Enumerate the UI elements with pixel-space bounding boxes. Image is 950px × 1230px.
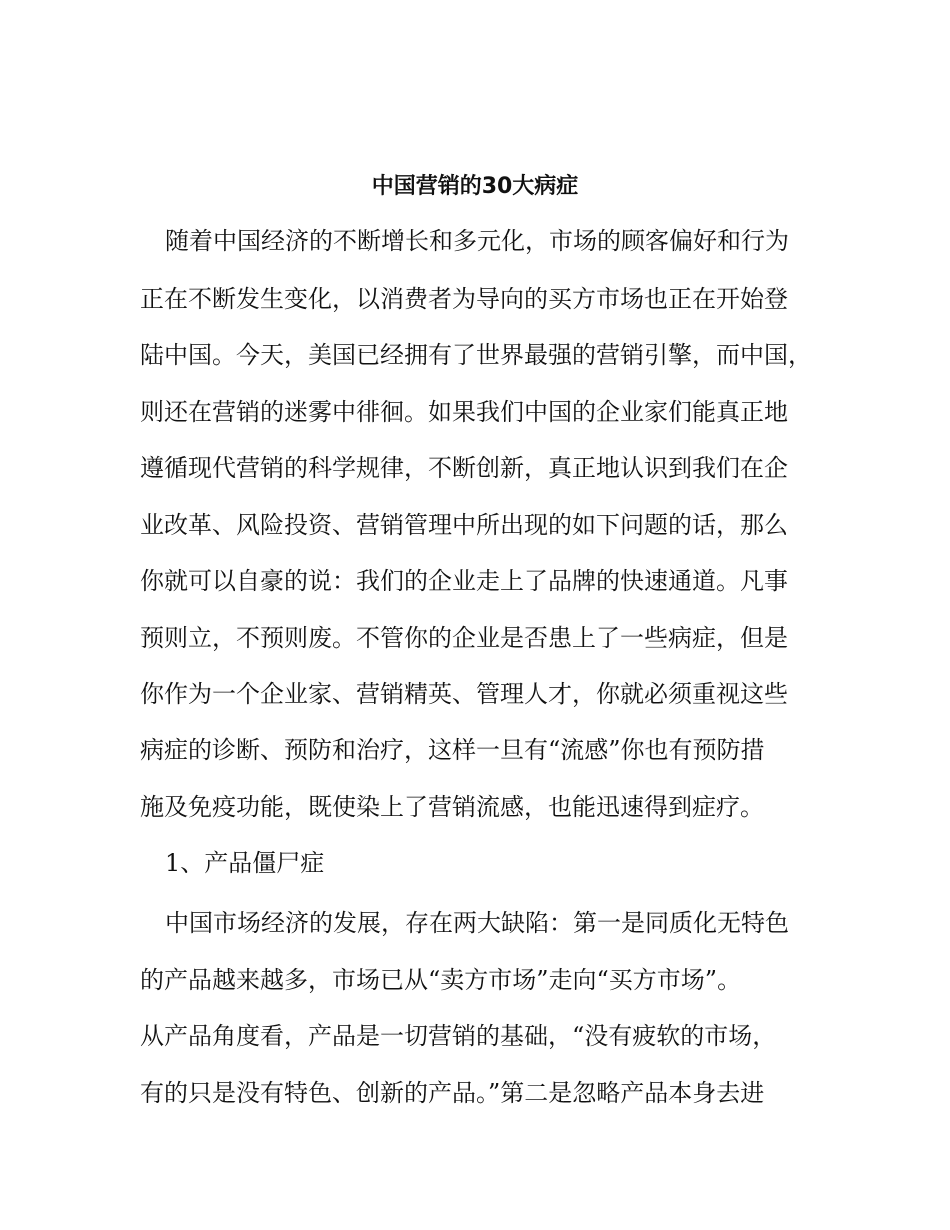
paragraph-line: 你作为一个企业家、营销精英、管理人才，你就必须重视这些 bbox=[140, 680, 788, 708]
paragraph-line: 有的只是没有特色、创新的产品。”第二是忽略产品本身去进 bbox=[140, 1079, 765, 1107]
paragraph-line: 陆中国。今天，美国已经拥有了世界最强的营销引擎，而中国， bbox=[140, 341, 812, 369]
paragraph-line: 业改革、风险投资、营销管理中所出现的如下问题的话，那么 bbox=[140, 511, 788, 539]
paragraph-line: 预则立，不预则废。不管你的企业是否患上了一些病症，但是 bbox=[140, 624, 788, 652]
paragraph-line: 施及免疫功能，既使染上了营销流感，也能迅速得到症疗。 bbox=[140, 793, 764, 821]
paragraph-line: 从产品角度看，产品是一切营销的基础，“没有疲软的市场， bbox=[140, 1022, 777, 1050]
section-heading: 1、产品僵尸症 bbox=[165, 849, 325, 877]
document-title: 中国营销的30大病症 bbox=[371, 174, 579, 199]
paragraph-line: 病症的诊断、预防和治疗，这样一旦有“流感”你也有预防措 bbox=[140, 736, 765, 764]
paragraph-line: 你就可以自豪的说：我们的企业走上了品牌的快速通道。凡事 bbox=[140, 567, 788, 595]
paragraph-line: 随着中国经济的不断增长和多元化，市场的顾客偏好和行为 bbox=[165, 227, 789, 255]
paragraph-line: 的产品越来越多，市场已从“卖方市场”走向“买方市场”。 bbox=[140, 966, 742, 994]
paragraph-line: 则还在营销的迷雾中徘徊。如果我们中国的企业家们能真正地 bbox=[140, 398, 788, 426]
paragraph-line: 正在不断发生变化，以消费者为导向的买方市场也正在开始登 bbox=[140, 285, 788, 313]
paragraph-line: 遵循现代营销的科学规律，不断创新，真正地认识到我们在企 bbox=[140, 454, 788, 482]
paragraph-line: 中国市场经济的发展，存在两大缺陷：第一是同质化无特色 bbox=[165, 909, 789, 937]
